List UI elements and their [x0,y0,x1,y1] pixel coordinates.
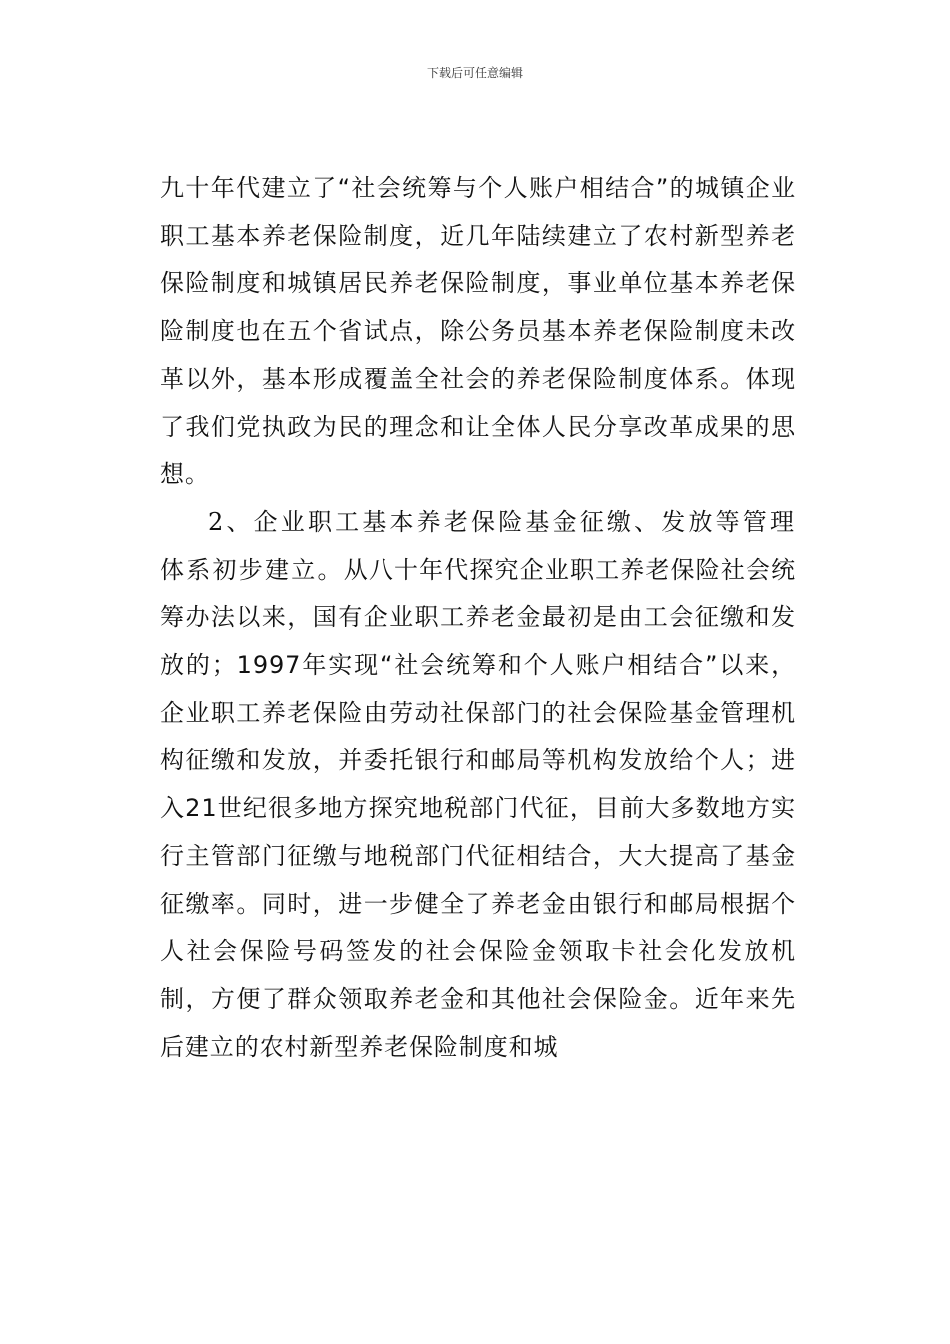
section-heading: 2、企业职工基本养老保险基金征缴、发放等管理体系初步建立。 [160,507,796,584]
page-header: 下载后可任意编辑 [426,66,523,80]
paragraph-fund-management [160,499,796,1071]
paragraph-body: 从八十年代探究企业职工养老保险社会统筹办法以来，国有企业职工养老金最初是由工会征缴和发放的；1997年实现“社会统筹和个人账户相结合”以来，企业职工养老保险由劳动社保部门的社会保险基金管理机构征缴和发放，并委托银行和邮局等机构发放给个人；进入21世纪很多地方探究地税部门代征，目前大多数地方实行主管部门征缴与地税部门代征相结合，大大提高了基金征缴率。同时，进一步健全了养老金由银行和邮局根据个人社会保险号码签发的社会保险金领取卡社会化发放机制，方便了群众领取养老金和其他社会保险金。近年来先后建立的农村新型养老保险制度和城 [160,555,797,1061]
document-body [160,165,796,1071]
paragraph-pension-system: 九十年代建立了“社会统筹与个人账户相结合”的城镇企业职工基本养老保险制度，近几年陆续建立了农村新型养老保险制度和城镇居民养老保险制度，事业单位基本养老保险制度也在五个省试点，除公务员基本养老保险制度未改革以外，基本形成覆盖全社会的养老保险制度体系。体现了我们党执政为民的理念和让全体人民分享改革成果的思想。 [160,174,796,489]
